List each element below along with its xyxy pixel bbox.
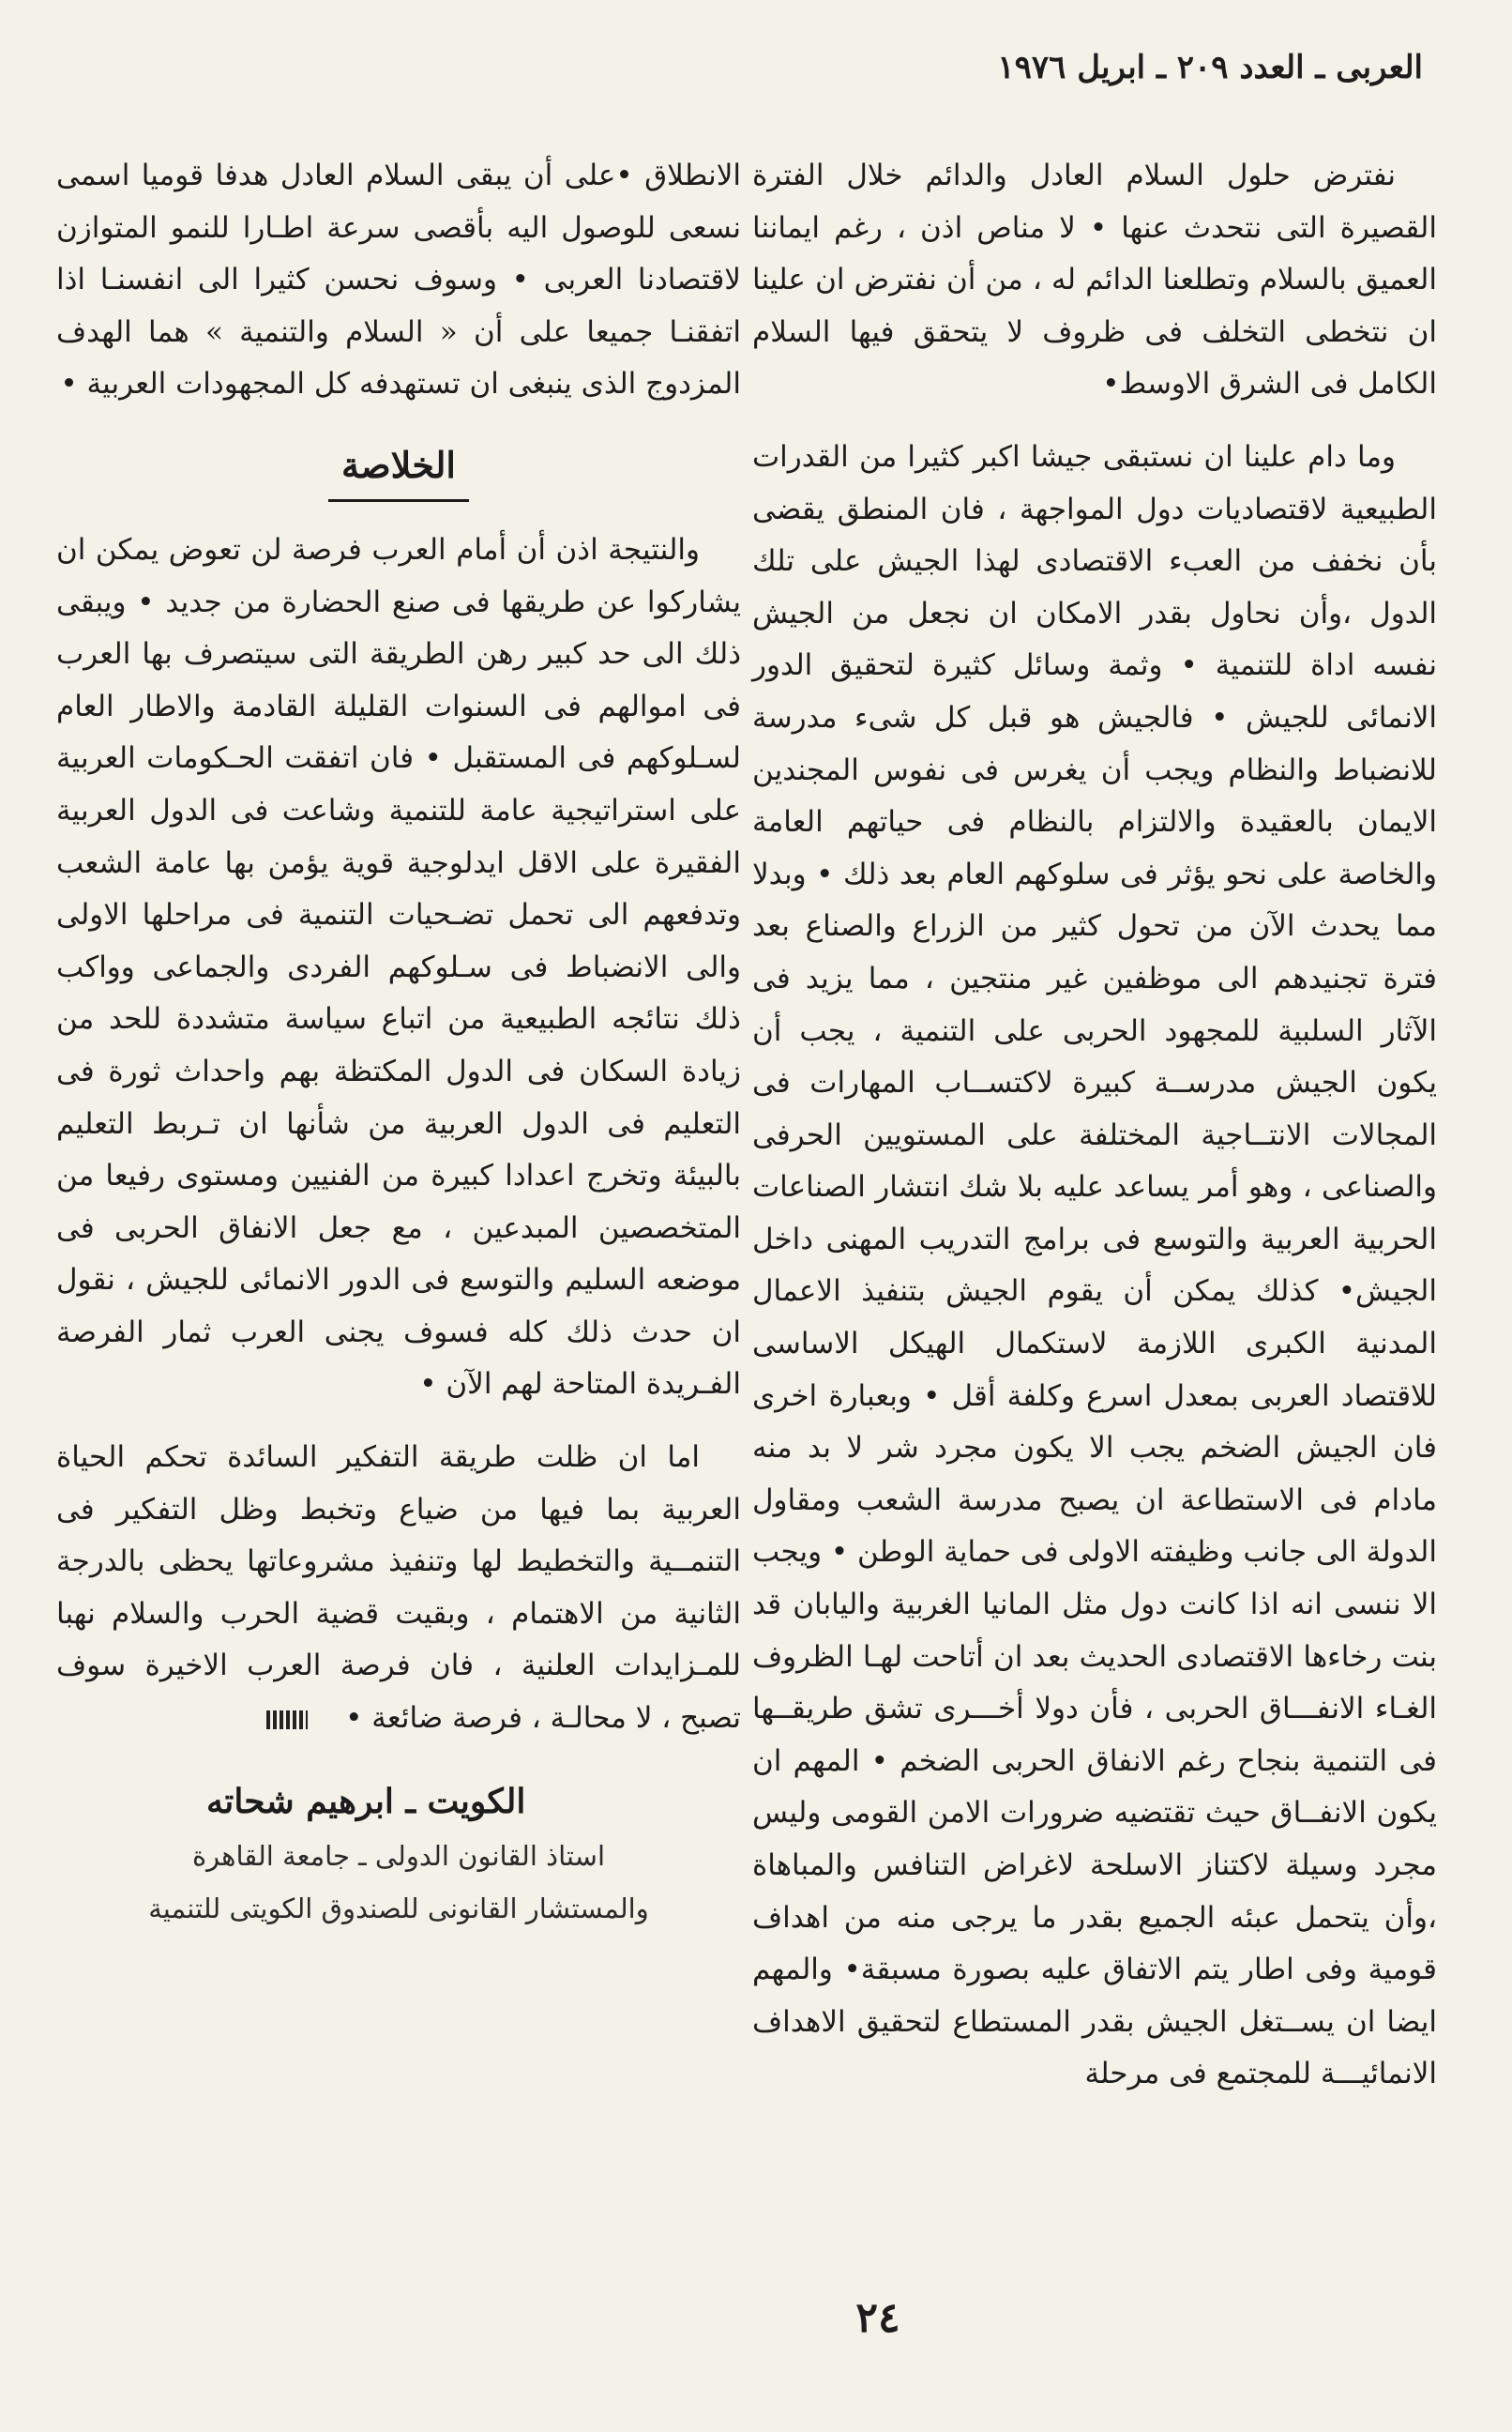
paragraph: والنتيجة اذن أن أمام العرب فرصة لن تعوض يمكن ان يشاركوا عن طريقها فى صنع الحضارة من جديد • ويبقى ذلك الى حد كبير رهن الطريقة التى سيتصرف بها العرب فى اموالهم فى السنوات القليلة القادمة والاطار العام لسـلوكهم فى المستقبل • فان اتفقت الحـكومات العربية على استراتيجية عامة للتنمية وشاعت فى الدول العربية الفقيرة على الاقل ايدلوجية قوية يؤمن بها عامة الشعب وتدفعهم الى تحمل تضـحيات التنمية فى مراحلها الاولى والى الانضباط فى سـلوكهم الفردى والجماعى وواكب ذلك نتائجه الطبيعية من اتباع سياسة متشددة للحد من زيادة السكان فى الدول المكتظة بهم واحداث ثورة فى التعليم فى الدول العربية من شأنها ان تـربط التعليم بالبيئة وتخرج اعدادا كبيرة من الفنيين ومستوى رفيعا من المتخصصين المبدعين ، مع جعل الانفاق الحربى فى موضعه السليم والتوسع فى الدور الانمائى للجيش ، نقول ان حدث ذلك كله فسوف يجنى العرب ثمار الفرصة الفـريدة المتاحة لهم الآن • [56, 532, 741, 1402]
author-affiliation-2: والمستشار القانونى للصندوق الكويتى للتنمية [148, 1892, 649, 1924]
paragraph-text: اما ان ظلت طريقة التفكير السائدة تحكم الحياة العربية بما فيها من ضياع وتخبط وظل التفكير فى التنمــية والتخطيط لها وتنفيذ مشروعاتها يحظى بالدرجة الثانية من الاهتمام ، وبقيت قضية الحرب والسلام نهبا للمـزايدات العلنية ، فان فرصة العرب الاخيرة سوف تصبح ، لا محالـة ، فرصة ضائعة • [56, 1440, 741, 1736]
author-signature: الكويت ـ ابرهيم شحاته [206, 1781, 526, 1821]
right-column [752, 150, 1437, 2121]
paragraph [56, 1432, 741, 1745]
section-heading: الخلاصة [341, 443, 456, 486]
left-column [56, 150, 741, 1935]
paragraph: نفترض حلول السلام العادل والدائم خلال الفترة القصيرة التى نتحدث عنها • لا مناص اذن ، رغم ايماننا العميق بالسلام وتطلعنا الدائم له ، من أن نفترض ان علينا ان نتخطى التخلف فى ظروف لا يتحقق فيها السلام الكامل فى الشرق الاوسط• [752, 159, 1437, 402]
paragraph: وما دام علينا ان نستبقى جيشا اكبر كثيرا من القدرات الطبيعية لاقتصاديات دول المواجهة ، فان المنطق يقضى بأن نخفف من العبء الاقتصادى لهذا الجيش على تلك الدول ،وأن نحاول بقدر الامكان ان نجعل من الجيش نفسه اداة للتنمية • وثمة وسائل كثيرة لتحقيق الدور الانمائى للجيش • فالجيش هو قبل كل شىء مدرسة للانضباط والنظام ويجب أن يغرس فى نفوس المجندين الايمان بالعقيدة والالتزام بالنظام فى حياتهم العامة والخاصة على نحو يؤثر فى سلوكهم العام بعد ذلك • وبدلا مما يحدث الآن من تحول كثير من الزراع والصناع بعد فترة تجنيدهم الى موظفين غير منتجين ، مما يزيد فى الآثار السلبية للمجهود الحربى على التنمية ، يجب أن يكون الجيش مدرســة كبيرة لاكتســاب المهارات فى المجالات الانتــاجية المختلفة على المستويين الحرفى والصناعى ، وهو أمر يساعد عليه بلا شك انتشار الصناعات الحربية العربية والتوسع فى برامج التدريب المهنى داخل الجيش• كذلك يمكن أن يقوم الجيش بتنفيذ الاعمال المدنية الكبرى اللازمة لاستكمال الهيكل الاساسى للاقتصاد العربى بمعدل اسرع وكلفة أقل • وبعبارة اخرى فان الجيش الضخم يجب الا يكون مجرد شر لا بد منه مادام فى الاستطاعة ان يصبح مدرسة الشعب ومقاول الدولة الى جانب وظيفته الاولى فى حماية الوطن • ويجب الا ننسى انه اذا كانت دول مثل المانيا الغربية واليابان قد بنت رخاءها الاقتصادى الحديث بعد ان أتاحت لهـا الظروف الغـاء الانفـــاق الحربى ، فأن دولا أخـــرى تشق طريقــها فى التنمية بنجاح رغم الانفاق الحربى الضخم • المهم ان يكون الانفــاق حيث تقتضيه ضرورات الامن القومى وليس مجرد وسيلة لاكتناز الاسلحة لاغراض التنافس والمباهاة ،وأن يتحمل عبئه الجميع بقدر ما يرجى منه من اهداف قومية وفى اطار يتم الاتفاق عليه بصورة مسبقة• والمهم ايضا ان يســتغل الجيش بقدر المستطاع لتحقيق الاهداف الانمائيـــة للمجتمع فى مرحلة [752, 439, 1437, 2091]
running-header: العربى ـ العدد ٢٠٩ ـ ابريل ١٩٧٦ [997, 49, 1423, 86]
page-number: ٢٤ [855, 2294, 900, 2342]
paragraph: الانطلاق •على أن يبقى السلام العادل هدفا قوميا اسمى نسعى للوصول اليه بأقصى سرعة اطـارا للنمو المتوازن لاقتصادنا العربى • وسوف نحسن كثيرا الى انفسنـا اذا اتفقنـا جميعا على أن « السلام والتنمية » هما الهدف المزدوج الذى ينبغى ان تستهدفه كل المجهودات العربية • [56, 159, 741, 402]
author-affiliation-1: استاذ القانون الدولى ـ جامعة القاهرة [191, 1839, 606, 1872]
heading-underline [328, 499, 469, 502]
end-mark-icon [266, 1710, 308, 1729]
